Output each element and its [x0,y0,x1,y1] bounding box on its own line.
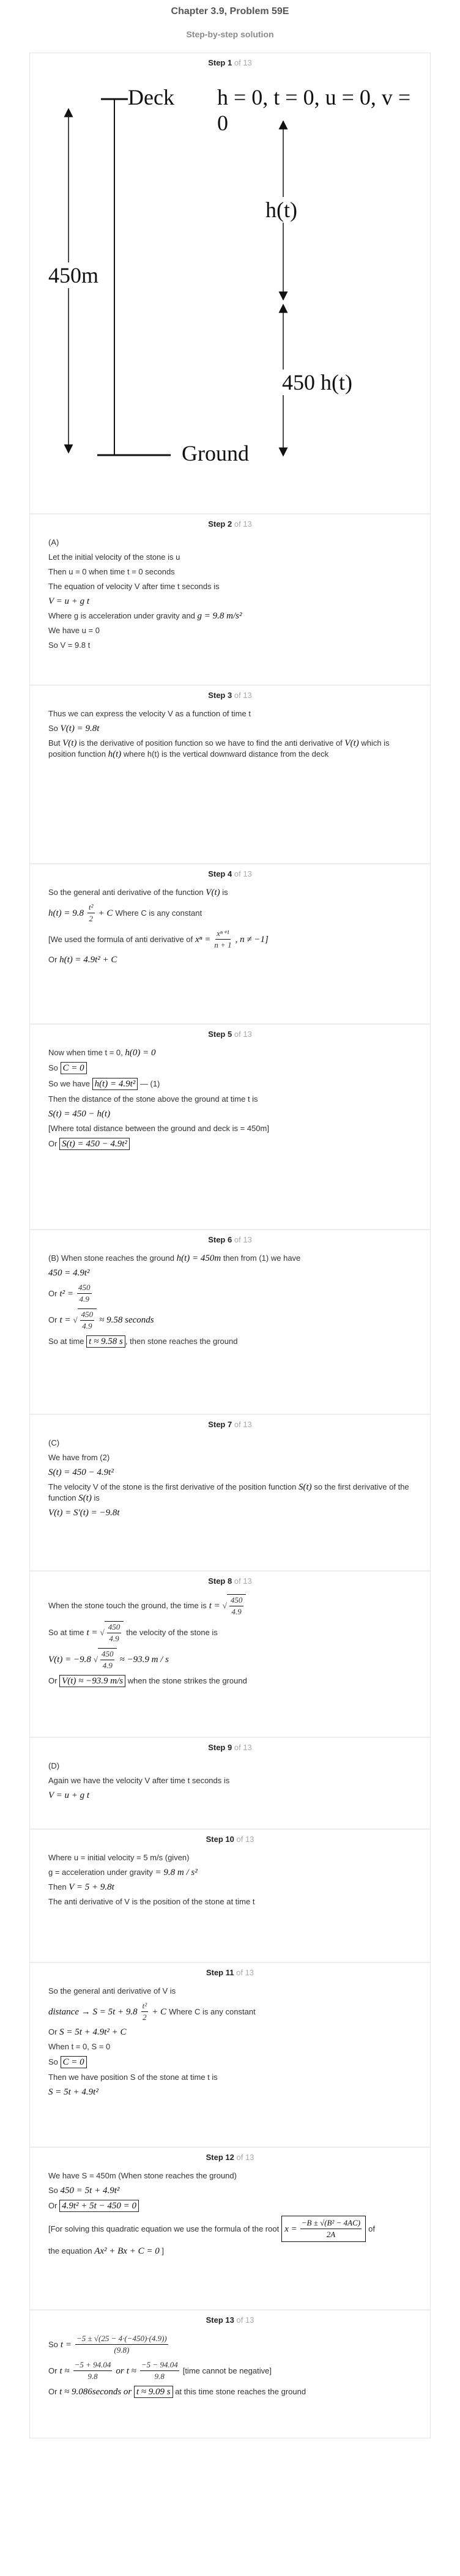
text-span: h(t) = 9.8 [48,908,84,918]
text-span: S(t) = 450 − 4.9t² [59,1138,130,1150]
step-title: Step 2 of 13 [208,519,252,529]
text-line: The equation of velocity V after time t seconds is [48,582,220,591]
text-line: So V = 9.8 t [48,640,91,650]
text-span: 7 [228,1420,232,1429]
text-span: 2 [143,2013,147,2022]
text-span: 13 [245,2153,254,2162]
text-span: −5 ± √(25 − 4·(−450)·(4.9)) [75,2333,168,2345]
text-span: 8 [228,1576,232,1586]
text-span: where h(t) is the vertical downward distance from the deck [123,749,329,759]
math-line [100,1649,115,1671]
text-span: h(0) = 0 [125,1048,156,1058]
text-span: [We used the formula of anti derivative of [48,934,193,944]
text-span: The anti derivative of V is the position of the stone at time t [48,1897,255,1906]
text-span: of [368,2224,375,2233]
text-span: (D) [48,1761,60,1770]
step-title: Step 6 of 13 [208,1235,252,1244]
text-span: t ≈ [59,2366,70,2376]
math-line [48,887,412,898]
math-line [48,2200,412,2212]
text-span: 9.8 [87,2372,98,2381]
math-line [87,902,95,924]
text-span: Then [48,1882,67,1891]
text-span: So the general anti derivative of V is [48,1986,176,1995]
text-span: 13 [243,1235,252,1244]
text-span: 13 [245,1835,254,1844]
text-span: 4.9 [231,1607,242,1616]
math-line: of 13 [232,1420,252,1429]
math-line [48,2087,412,2098]
text-span: But [48,738,61,748]
text-span: 10 [225,1835,234,1844]
text-span: V = u + g t [48,1791,90,1800]
text-span: S(t) [78,1493,92,1503]
text-span: 4.9 [109,1634,119,1643]
text-span: Where u = initial velocity = 5 m/s (given) [48,1853,190,1862]
math-line [48,1268,412,1279]
text-span: C = 0 [61,1062,87,1074]
text-span: Then we have position S of the stone at time t is [48,2073,218,2082]
text-span: 2 [89,914,94,923]
text-span: 450 [80,1309,95,1321]
text-span: When the stone touch the ground, the time is [48,1601,207,1610]
step-title: Step 11 of 13 [206,1968,254,1977]
step-title: Step 5 of 13 [208,1030,252,1039]
step-12 [30,2147,430,2309]
text-span: 2A [326,2230,336,2239]
step-9 [30,1737,430,1828]
math-line [48,723,412,734]
math-line [48,611,412,622]
text-span: h(t) [108,749,122,759]
text-span: Where C is any constant [169,2006,256,2016]
text-span: t² = [59,1288,73,1299]
text-span: C = 0 [61,2056,87,2068]
text-span: 12 [225,2153,234,2162]
text-span: t = [60,2339,72,2350]
math-line [141,2000,149,2023]
text-span: t² [141,2000,149,2012]
math-line [227,1594,247,1617]
text-span: 9.8 [154,2372,165,2381]
remaining-label: 450 h(t) [282,370,352,395]
text-span: xⁿ = [195,934,211,945]
text-span: 13 [243,58,252,67]
text-span: 13 [243,519,252,529]
falling-stone-diagram [48,76,412,504]
math-line [48,1507,412,1518]
text-span: So [48,2057,58,2066]
step-title: Step 13 of 13 [206,2315,254,2325]
math-line [48,2359,412,2382]
text-span: Now when time t = 0, [48,1048,123,1057]
math-line: of 13 [232,869,252,878]
text-span: or [123,2387,132,2397]
text-span: 450 [100,1649,115,1660]
text-span: 450 = 4.9t² [48,1268,90,1278]
math-line [75,2333,168,2356]
text-span: or [116,2366,124,2376]
text-line: Thus we can express the velocity V as a function of time t [48,709,251,718]
text-span: 4.9t² + 5t − 450 = 0 [59,2200,139,2212]
text-span: The velocity V of the stone is the first derivative of the position function [48,1482,297,1491]
math-line [73,2359,113,2382]
step-1 [30,53,430,513]
text-span: g = acceleration under gravity [48,1868,153,1877]
math-line [214,928,231,951]
math-line [48,1308,412,1332]
text-span: (C) [48,1438,60,1447]
text-span: [For solving this quadratic equation we use the formula of the root [48,2224,280,2233]
text-span: We have from (2) [48,1453,110,1462]
math-line [48,1867,412,1878]
text-line: Where g is acceleration under gravity and [48,611,195,620]
math-line [48,902,412,924]
text-span: So [48,2339,58,2349]
step-title: Step 10 of 13 [206,1835,254,1844]
math-line [80,1309,95,1332]
text-span: ≈ 9.58 seconds [99,1315,154,1325]
text-span: 3 [228,691,232,700]
math-line: √ $\frac{450}{4.9}$ [100,1621,124,1644]
step-2 [30,513,430,685]
text-span: 450 = 5t + 4.9t² [60,2186,120,2196]
text-span: + C [152,2006,167,2017]
text-line: Then u = 0 when time t = 0 seconds [48,567,175,576]
text-span: ≈ −93.9 m / s [119,1655,169,1665]
math-line [300,2218,362,2240]
text-span: 13 [243,1576,252,1586]
text-line: We have u = 0 [48,626,100,635]
text-span: so the first derivative of the function [48,1482,409,1502]
step-title: Step 1 of 13 [208,58,252,67]
math-expression: V(t) = 9.8t [60,724,100,733]
text-span: x = [284,2224,297,2234]
step-title: Step 12 of 13 [206,2153,254,2162]
math-line: of 13 [232,1576,252,1586]
math-line [48,2185,412,2196]
text-span: 13 [225,2315,234,2325]
text-span: is [222,888,228,897]
ht-label: h(t) [265,198,297,222]
step-title: Step 9 of 13 [208,1743,252,1752]
math-line [48,738,412,760]
math-line [48,1790,412,1801]
math-line [48,1467,412,1478]
text-span: We have S = 450m (When stone reaches the ground) [48,2171,237,2180]
text-span: 5 [228,1030,232,1039]
text-span: t ≈ 9.086seconds [59,2387,122,2397]
text-span: at this time stone reaches the ground [175,2387,306,2396]
text-span: ] [161,2246,164,2255]
ground-label: Ground [182,441,249,466]
text-span: Or [48,2027,58,2036]
text-span: is [94,1493,100,1502]
step-3 [30,685,430,863]
math-line [48,1062,412,1074]
math-line: of 13 [232,691,252,700]
text-span: when the stone strikes the ground [127,1676,247,1685]
math-line [48,2386,412,2398]
text-span: which is position function [48,738,390,759]
total-height-label: 450m [48,263,99,288]
text-span: t ≈ 9.58 s [86,1335,125,1348]
text-span: Then the distance of the stone above the ground at time t is [48,1094,258,1104]
text-span: t = [59,1315,71,1325]
text-span: V = 5 + 9.8t [69,1882,114,1892]
math-line [77,1282,92,1305]
math-line [48,1594,412,1617]
text-span: V(t) = S′(t) = −9.8t [48,1508,120,1518]
text-span: 13 [243,691,252,700]
text-span: Or [48,955,58,964]
text-span: V(t) = −9.8 [48,1655,91,1665]
text-span: V(t) [62,738,77,748]
text-span: When t = 0, S = 0 [48,2042,111,2051]
text-span: 9 [228,1743,232,1752]
text-span: V(t) [206,888,220,897]
text-span: t = [86,1628,98,1638]
step-5 [30,1023,430,1229]
math-line [140,2359,179,2382]
step-8 [30,1570,430,1737]
solution-subtitle: Step-by-step solution [186,29,274,39]
math-line [48,1648,412,1671]
math-line: of 13 [232,58,252,67]
text-line: Let the initial velocity of the stone is u [48,552,180,562]
math-expression: g = 9.8 m/s² [197,611,242,621]
step-7 [30,1414,430,1570]
math-line [48,2027,412,2038]
math-line [48,1882,412,1893]
text-span: [Where total distance between the ground and deck is = 450m] [48,1124,269,1133]
math-line [48,1078,412,1090]
text-span: , n ≠ −1] [235,934,269,945]
text-span: + C [98,908,113,918]
text-span: S = 5t + 4.9t² + C [59,2027,127,2037]
math-line: of 13 [232,519,252,529]
math-line [48,1108,412,1119]
step-title: Step 4 of 13 [208,869,252,878]
math-line: of 13 [232,1743,252,1752]
math-line: of 13 [232,1235,252,1244]
math-line [48,1482,412,1504]
text-span: h(t) = 4.9t² [92,1078,138,1090]
math-line [48,928,412,951]
text-span: 2 [228,519,232,529]
math-line [48,1047,412,1058]
math-line [48,1282,412,1305]
math-line [48,954,412,965]
text-span: t = [209,1601,220,1611]
text-span: 4.9 [82,1321,92,1331]
text-span: 13 [243,869,252,878]
text-span: the equation [48,2246,92,2255]
step-6 [30,1229,430,1414]
text-span: 1 [228,58,232,67]
step-4 [30,863,430,1023]
math-line: of 13 [234,1968,254,1977]
text-span: is the derivative of position function so we have to find the anti derivative of [79,738,343,748]
text-span: xⁿ⁺¹ [215,928,231,940]
text-span: S(t) = 450 − 4.9t² [48,1468,114,1477]
text-span: 6 [228,1235,232,1244]
text-span: 450 [107,1622,122,1633]
text-span: Or [48,1676,58,1685]
text-span: So we have [48,1079,90,1088]
text-span: 4 [228,869,232,878]
text-span: 4.9 [102,1661,113,1670]
math-line: of 13 [232,1030,252,1039]
steps-container [29,53,431,2438]
initial-conditions: h = 0, t = 0, u = 0, v = 0 [217,85,411,135]
math-line: of 13 [234,2315,254,2325]
text-span: the velocity of the stone is [126,1628,218,1637]
math-line [48,2333,412,2356]
text-span: 13 [245,1968,254,1977]
text-span: S(t) [299,1482,312,1492]
math-line [48,2246,412,2257]
text-span: S = 5t + 4.9t² [48,2087,98,2097]
text-span: — (1) [139,1079,160,1088]
text-span: Or [48,2387,58,2396]
math-line: of 13 [234,2153,254,2162]
math-line [48,2056,412,2068]
text-span: S(t) = 450 − h(t) [48,1109,111,1119]
text-line: (A) [48,538,59,547]
math-expression: V = u + g t [48,596,90,606]
text-span: So the general anti derivative of the function [48,888,204,897]
math-line [48,596,412,607]
text-span: t ≈ [126,2366,136,2376]
text-span: (9.8) [114,2345,130,2355]
text-span: n + 1 [214,940,232,949]
text-span: h(t) = 4.9t² + C [59,955,117,965]
text-span: 13 [243,1030,252,1039]
math-line: √ $\frac{450}{4.9}$ [94,1648,117,1671]
math-line [48,2216,412,2242]
math-line: of 13 [234,1835,254,1844]
text-span: then from (1) we have [223,1253,301,1263]
text-span: Ax² + Bx + C = 0 [94,2246,160,2256]
step-title: Step 7 of 13 [208,1420,252,1429]
text-span: (B) When stone reaches the ground [48,1253,174,1263]
text-span: 13 [245,2315,254,2325]
step-13 [30,2309,430,2438]
math-line [48,2000,412,2023]
text-span: 13 [243,1420,252,1429]
text-span: So [48,1063,58,1072]
text-span: −B ± √(B² − 4AC) [300,2218,362,2229]
text-span: Where C is any constant [115,908,202,918]
text-span: V(t) [344,738,359,748]
text-span: 11 [225,1968,234,1977]
chapter-title: Chapter 3.9, Problem 59E [171,6,289,17]
math-line [107,1622,122,1644]
math-line [105,1621,124,1644]
math-line [48,1675,412,1687]
text-span: So at time [48,1337,84,1346]
math-line: √ $\frac{450}{4.9}$ [223,1594,247,1617]
text-span: −5 + 94.04 [73,2359,113,2371]
text-span: Or [48,1139,58,1148]
text-span: So [48,2186,58,2195]
step-title: Step 8 of 13 [208,1576,252,1586]
step-11 [30,1962,430,2147]
text-span: 4.9 [79,1294,89,1304]
text-span: So at time [48,1628,84,1637]
text-span: Again we have the velocity V after time t seconds is [48,1776,230,1785]
math-line [78,1308,97,1332]
deck-label: Deck [128,85,174,109]
diagram-lines [48,76,412,504]
math-line [48,1621,412,1644]
text-span: Or [48,1315,58,1324]
math-line [48,1335,412,1348]
text-span: distance → S = 5t + 9.8 [48,2006,138,2017]
text-span: 450 [229,1595,244,1606]
text-span: So [48,724,58,733]
text-span: −5 − 94.04 [140,2359,179,2371]
math-line [48,1253,412,1264]
step-title: Step 3 of 13 [208,691,252,700]
text-span: 13 [243,1743,252,1752]
page-header [0,0,460,53]
text-span: t² [87,902,95,913]
text-span: , then stone reaches the ground [125,1337,238,1346]
text-span: Or [48,1288,58,1298]
text-span: t ≈ 9.09 s [134,2386,173,2398]
text-span: [time cannot be negative] [182,2366,272,2375]
text-span: h(t) = 450m [176,1253,221,1263]
text-span: 450 [77,1282,92,1294]
math-line [48,1138,412,1150]
text-span: V(t) ≈ −93.9 m/s [59,1675,125,1687]
math-line [229,1595,244,1617]
text-span: = 9.8 m / s² [155,1868,198,1877]
math-line: √ $\frac{450}{4.9}$ [73,1308,97,1332]
text-span: Or [48,2366,58,2375]
step-10 [30,1828,430,1962]
text-span: Or [48,2201,58,2210]
math-line [98,1648,117,1671]
